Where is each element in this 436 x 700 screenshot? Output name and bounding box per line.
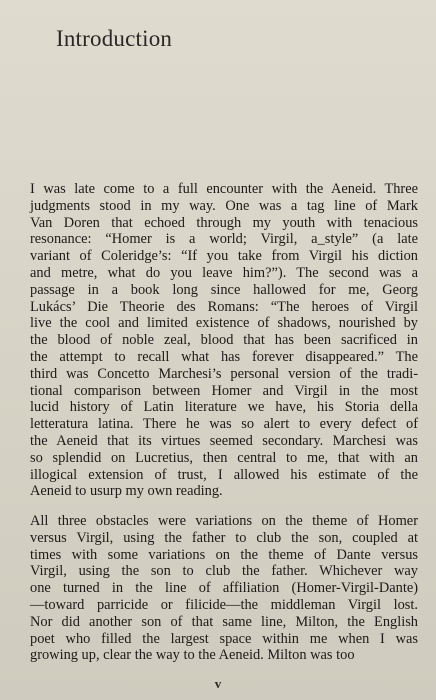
text-line: third was Concetto Marchesi’s personal version of the tradi- (30, 365, 418, 382)
paragraph-1 (30, 181, 418, 500)
text-line: one turned in the line of affiliation (Homer-Virgil-Dante) (30, 580, 418, 597)
text-line: All three obstacles were variations on the theme of Homer (30, 513, 418, 529)
text-line: letteratura latina. There he was so alert to every defect of (30, 416, 418, 433)
text-line: Van Doren that echoed through my youth with tenacious (30, 214, 418, 231)
text-line: illogical extension of trust, I allowed his estimate of the (30, 466, 418, 483)
paragraph-2 (30, 513, 418, 664)
text-line: the attempt to recall what has forever disappeared.” The (30, 348, 418, 365)
text-line: growing up, clear the way to the Aeneid. Milton was too (30, 647, 355, 664)
text-line: —toward parricide or filicide—the middleman Virgil lost. (30, 596, 418, 613)
text-line: the Aeneid that its virtues seemed secondary. Marchesi was (30, 432, 418, 449)
text-line: Aeneid to usurp my own reading. (30, 483, 223, 500)
text-line: Nor did another son of that same line, Milton, the English (30, 613, 418, 630)
chapter-title: Introduction (56, 26, 173, 51)
text-line: and metre, what do you leave him?”). The second was a (30, 264, 418, 281)
text-line: passage in a book long since hallowed for me, Georg (30, 281, 418, 298)
text-line: lucid history of Latin literature we have, his Storia della (30, 399, 418, 416)
text-line: resonance: “Homer is a world; Virgil, a_style” (a late (30, 231, 418, 248)
text-line: tional comparison between Homer and Virgil in the most (30, 382, 418, 399)
text-line: Lukács’ Die Theorie des Romans: “The heroes of Virgil (30, 298, 418, 315)
text-line: Virgil, using the son to club the father. Whichever way (30, 563, 418, 580)
text-line: the blood of noble zeal, blood that has been sacrificed in (30, 332, 418, 349)
text-line: judgments stood in my way. One was a tag line of Mark (30, 197, 418, 214)
text-line: variant of Coleridge’s: “If you take from Virgil his diction (30, 248, 418, 265)
page-number: v (214, 676, 222, 691)
text-line: times with some variations on the theme of Dante versus (30, 546, 418, 563)
text-line: I was late come to a full encounter with the Aeneid. Three (30, 181, 418, 197)
text-line: poet who filled the largest space within me when I was (30, 630, 418, 647)
text-line: so splendid on Lucretius, then central to me, that with an (30, 449, 418, 466)
text-line: live the cool and limited existence of shadows, nourished by (30, 315, 418, 332)
text-line: versus Virgil, using the father to club the son, coupled at (30, 529, 418, 546)
